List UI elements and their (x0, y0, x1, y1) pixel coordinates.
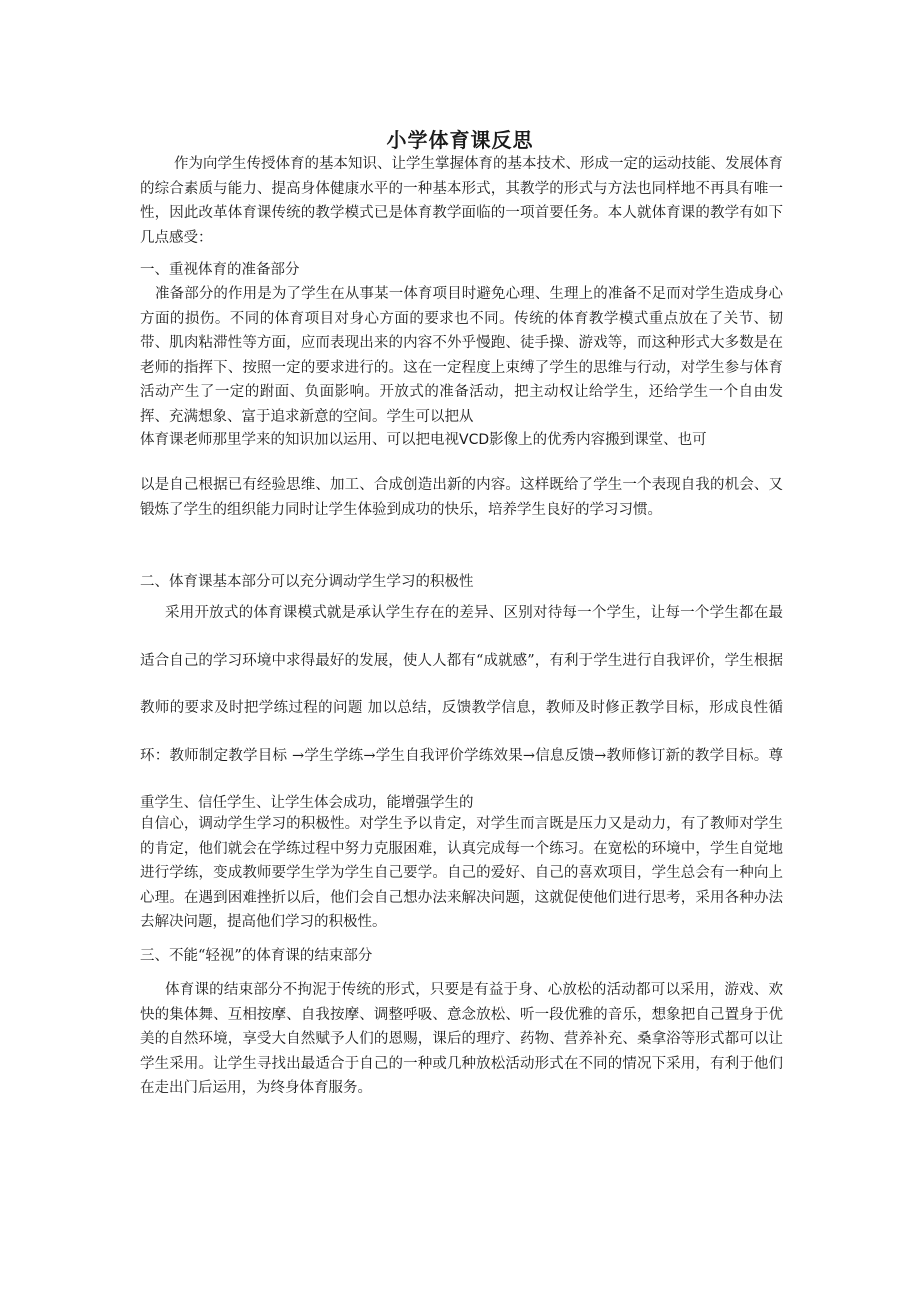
intro-paragraph: 作为向学生传授体育的基本知识、让学生掌握体育的基本技术、形成一定的运动技能、发展体育的综合素质与能力、提高身体健康水平的一种基本形式，其教学的形式与方法也同样地不再具有唯一性，因此改革体育课传统的教学模式已是体育教学面临的一项首要任务。本人就体育课的教学有如下几点感受： (140, 156, 783, 246)
vcd-line-post: 影像上的优秀内容搬到课堂、也可 (489, 432, 707, 448)
vcd-term: VCD (459, 432, 490, 448)
section-1-paragraph-continued: 以是自己根据已有经验思维、加工、合成创造出新的内容。这样既给了学生一个表现自我的机会、又锻炼了学生的组织能力同时让学生体验到成功的快乐，培养学生良好的学习习惯。 (140, 477, 783, 518)
section-1-paragraph-vcd-line (140, 428, 783, 453)
section-3-paragraph: 体育课的结束部分不拘泥于传统的形式，只要是有益于身、心放松的活动都可以采用，游戏、欢快的集体舞、互相按摩、自我按摩、调整呼吸、意念放松、听一段优雅的音乐，想象把自己置身于优美的自然环境，享受大自然赋予人们的恩赐，课后的理疗、药物、营养补充、桑拿浴等形式都可以让学生采用。让学生寻找出最适合于自己的一种或几种放松活动形式在不同的情况下采用，有利于他们在走出门后运用，为终身体育服务。 (140, 982, 783, 1096)
section-2-heading: 二、体育课基本部分可以充分调动学生学习的积极性 (140, 574, 474, 590)
vcd-line-pre: 体育课老师那里学来的知识加以运用、可以把电视 (140, 432, 459, 448)
section-2-paragraph-continued: 自信心，调动学生学习的积极性。对学生予以肯定，对学生而言既是压力又是动力，有了教师对学生的肯定，他们就会在学练过程中努力克服困难，认真完成每一个练习。在宽松的环境中，学生自觉地进行学练，变成教师要学生学为学生自己要学。自己的爱好、自己的喜欢项目，学生总会有一种向上心理。在遇到困难挫折以后，他们会自己想办法来解决问题，这就促使他们进行思考，采用各种办法去解决问题，提高他们学习的积极性。 (140, 816, 783, 930)
section-1-paragraph: 准备部分的作用是为了学生在从事某一体育项目时避免心理、生理上的准备不足而对学生造成身心方面的损伤。不同的体育项目对身心方面的要求也不同。传统的体育教学模式重点放在了关节、韧带、肌肉粘滞性等方面，应而表现出来的内容不外乎慢跑、徒手操、游戏等，而这种形式大多数是在老师的指挥下、按照一定的要求进行的。这在一定程度上束缚了学生的思维与行动，对学生参与体育活动产生了一定的跗面、负面影响。开放式的准备活动，把主动权让给学生，还给学生一个自由发挥、充满想象、富于追求新意的空间。学生可以把从 (140, 286, 783, 425)
document-title: 小学体育课反思 (386, 128, 534, 152)
section-3-heading: 三、不能“轻视”的体育课的结束部分 (140, 948, 373, 964)
section-2-paragraph: 采用开放式的体育课模式就是承认学生存在的差异、区别对待每一个学生，让每一个学生都在最适合自己的学习环境中求得最好的发展，使人人都有“成就感”，有利于学生进行自我评价，学生根据教师的要求及时把学练过程的问题 加以总结，反馈教学信息，教师及时修正教学目标，形成良性循环：教师制定教学目标 →学生学练→学生自我评价学练效果→信息反馈→教师修订新的教学目标。尊重学生、信任学生、让学生体会成功，能增强学生的 (140, 605, 783, 811)
section-1-heading: 一、重视体育的准备部分 (140, 262, 300, 278)
